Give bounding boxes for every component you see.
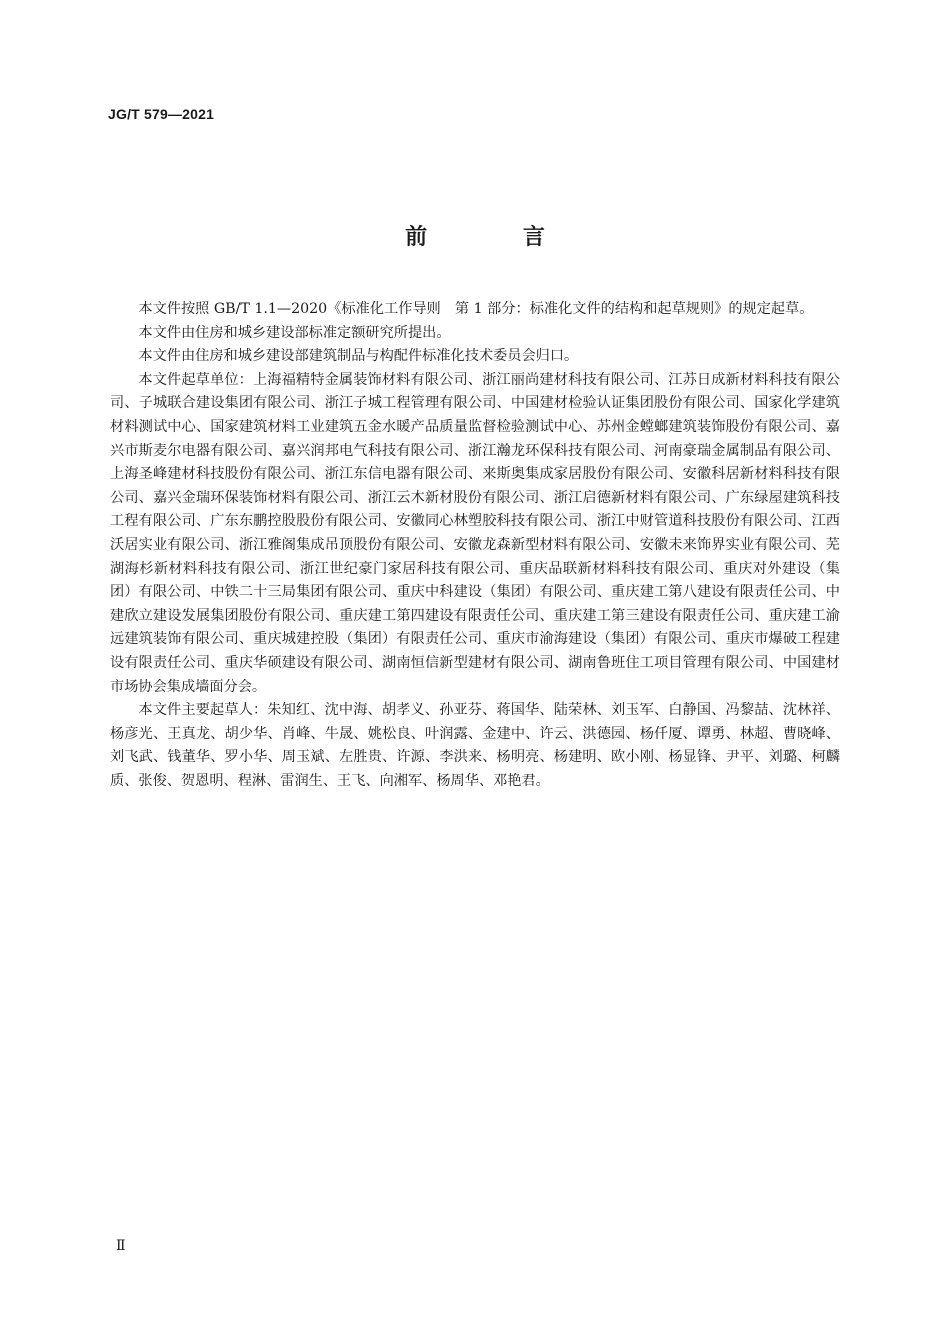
foreword-body [110, 298, 840, 793]
paragraph-proposer: 本文件由住房和城乡建设部标准定额研究所提出。 [138, 324, 451, 341]
standard-code-header: JG/T 579—2021 [108, 106, 215, 122]
paragraph-administrator: 本文件由住房和城乡建设部建筑制品与构配件标准化技术委员会归口。 [138, 348, 579, 365]
page-title: 前 言 [405, 225, 589, 250]
page-number: Ⅱ [116, 1238, 126, 1254]
paragraph-main-drafters: 本文件主要起草人：朱知红、沈中海、胡孝义、孙亚芬、蒋国华、陆荣林、刘玉军、白静国、冯黎喆、沈林祥、杨彦光、王真龙、胡少华、肖峰、牛晟、姚松良、叶润露、金建中、许云、洪德园、杨仟厦、谭勇、林超、曹晓峰、刘飞武、钱董华、罗小华、周玉斌、左胜贵、许源、李洪来、杨明亮、杨建明、欧小刚、杨显锋、尹平、刘璐、柯麟质、张俊、贺恩明、程淋、雷润生、王飞、向湘军、杨周华、邓艳君。 [110, 702, 840, 789]
paragraph-drafting-units: 本文件起草单位：上海福精特金属装饰材料有限公司、浙江丽尚建材科技有限公司、江苏日成新材料科技有限公司、子城联合建设集团有限公司、浙江子城工程管理有限公司、中国建材检验认证集团股份有限公司、国家化学建筑材料测试中心、国家建筑材料工业建筑五金水暖产品质量监督检验测试中心、苏州金螳螂建筑装饰股份有限公司、嘉兴市斯麦尔电器有限公司、嘉兴润邦电气科技有限公司、浙江瀚龙环保科技有限公司、河南豪瑞金属制品有限公司、上海圣峰建材科技股份有限公司、浙江东信电器有限公司、来斯奥集成家居股份有限公司、安徽科居新材料科技有限公司、嘉兴金瑞环保装饰材料有限公司、浙江云木新材股份有限公司、浙江启德新材料有限公司、广东绿屋建筑科技工程有限公司、广东东鹏控股股份有限公司、安徽同心林塑胶科技有限公司、浙江中财管道科技股份有限公司、江西沃居实业有限公司、浙江雅阁集成吊顶股份有限公司、安徽龙森新型材料有限公司、安徽未来饰界实业有限公司、芜湖海杉新材料科技有限公司、浙江世纪豪门家居科技有限公司、重庆品联新材料科技有限公司、重庆对外建设（集团）有限公司、中铁二十三局集团有限公司、重庆中科建设（集团）有限公司、重庆建工第八建设有限责任公司、中建欣立建设发展集团股份有限公司、重庆建工第四建设有限责任公司、重庆建工第三建设有限责任公司、重庆建工渝远建筑装饰有限公司、重庆城建控股（集团）有限责任公司、重庆市渝海建设（集团）有限公司、重庆市爆破工程建设有限责任公司、重庆华硕建设有限公司、湖南恒信新型建材有限公司、湖南鲁班住工项目管理有限公司、中国建材市场协会集成墙面分会。 [110, 371, 840, 695]
paragraph-drafting-rules: 本文件按照 GB/T 1.1—2020《标准化工作导则 第 1 部分：标准化文件的结构和起草规则》的规定起草。 [138, 301, 814, 317]
